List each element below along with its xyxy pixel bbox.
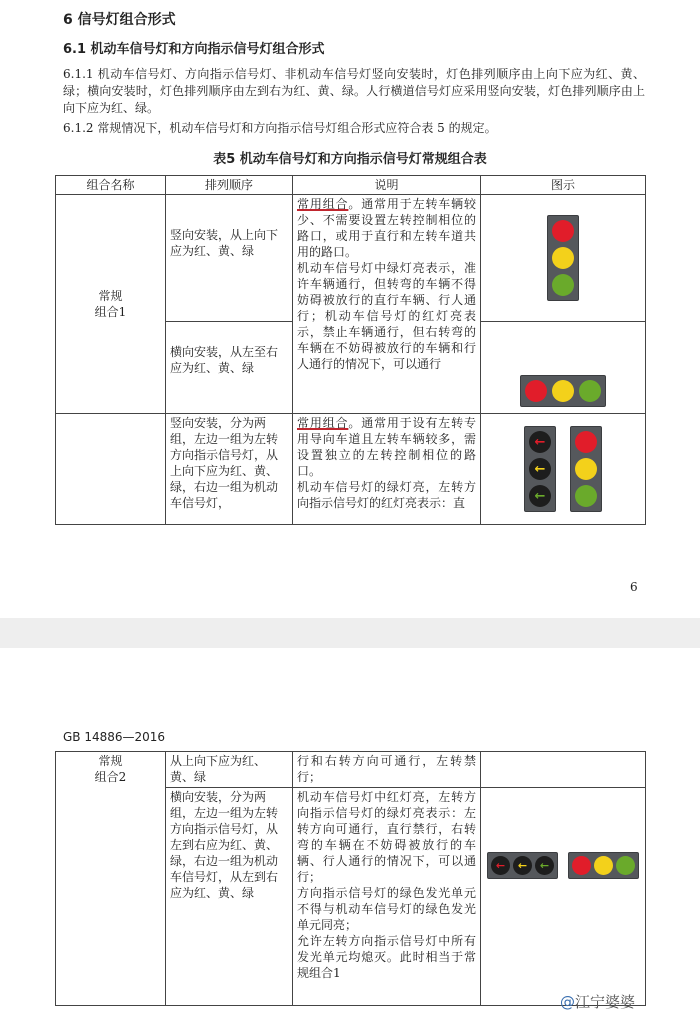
- watermark-text: 江宁婆婆: [575, 993, 636, 1011]
- yellow-lamp-icon: [552, 380, 574, 402]
- header-name: 组合名称: [56, 176, 166, 195]
- group2-name-line2: 组合2: [94, 770, 127, 784]
- group1-highlight: 常用组合: [297, 197, 349, 211]
- header-order: 排列顺序: [166, 176, 293, 195]
- red-lamp-icon: [575, 431, 597, 453]
- row1-pic-cont: [481, 752, 646, 788]
- green-lamp-icon: [579, 380, 601, 402]
- watermark-at: @: [560, 993, 575, 1011]
- table-header-row: [56, 176, 646, 195]
- row1-order-cont: 从上向下应为红、黄、绿: [166, 752, 293, 788]
- yellow-lamp-icon: [552, 247, 574, 269]
- subsection-heading: 6.1 机动车信号灯和方向指示信号灯组合形式: [63, 42, 325, 57]
- table-row: [56, 752, 646, 788]
- green-left-arrow-icon: ←: [529, 485, 551, 507]
- page-number: 6: [630, 580, 638, 594]
- horizontal-arrow-light: [487, 852, 558, 879]
- yellow-lamp-icon: [575, 458, 597, 480]
- row2-order-cont: 横向安装，分为两组，左边一组为左转方向指示信号灯，从左到右应为红、黄、绿，右边一组为机动车信号灯，从左到右应为红、黄、绿: [166, 788, 293, 1006]
- clause-6-1-1: 6.1.1 机动车信号灯、方向指示信号灯、非机动车信号灯竖向安装时，灯色排列顺序由上向下应为红、黄、绿；横向安装时，灯色排列顺序由左到右为红、黄、绿。人行横道信号灯应采用竖向安装，灯色排列顺序由上向下应为红、绿。: [63, 67, 645, 115]
- yellow-left-arrow-icon: ←: [513, 856, 532, 875]
- two-group-horizontal-illustration: [481, 788, 646, 1006]
- table-row: [56, 414, 646, 525]
- horizontal-traffic-light: [520, 375, 606, 407]
- green-left-arrow-icon: ←: [535, 856, 554, 875]
- group2-name-line1: 常规: [98, 754, 123, 768]
- page-separator: [0, 618, 700, 648]
- horizontal-light-illustration: [481, 322, 646, 414]
- vehicle-traffic-light: [570, 426, 602, 512]
- red-left-arrow-icon: ←: [491, 856, 510, 875]
- red-lamp-icon: [572, 856, 591, 875]
- group1-description: [293, 195, 481, 414]
- watermark: [560, 991, 635, 1012]
- horizontal-vehicle-light: [568, 852, 639, 879]
- vertical-traffic-light: [547, 215, 579, 301]
- combination-table: [55, 175, 646, 525]
- group2-highlight: 常用组合: [297, 416, 349, 430]
- group1-name-line2: 组合1: [94, 305, 127, 319]
- combination-table-continued: [55, 751, 646, 1006]
- standard-code: GB 14886—2016: [63, 730, 166, 744]
- row3-order: 竖向安装，分为两组，左边一组为左转方向指示信号灯，从上向下应为红、黄、绿，右边一组为机动车信号灯，: [166, 414, 293, 525]
- red-left-arrow-icon: ←: [529, 431, 551, 453]
- section-heading: 6 信号灯组合形式: [63, 12, 176, 28]
- group2-name: [56, 752, 166, 1006]
- document-page-2: [0, 648, 700, 1017]
- green-lamp-icon: [552, 274, 574, 296]
- group1-desc-rest: 。通常用于左转车辆较少、不需要设置左转控制相位的路口，或用于直行和左转车道共用的路口。: [297, 197, 476, 259]
- left-turn-arrow-light: [524, 426, 556, 512]
- group1-name-line1: 常规: [98, 289, 123, 303]
- group2-description: [293, 414, 481, 525]
- vertical-light-illustration: [481, 195, 646, 322]
- red-lamp-icon: [525, 380, 547, 402]
- group1-name: [56, 195, 166, 414]
- table-row: [56, 195, 646, 322]
- table-caption: 表5 机动车信号灯和方向指示信号灯常规组合表: [213, 152, 487, 167]
- row2-order: 横向安装，从左至右应为红、黄、绿: [166, 322, 293, 414]
- green-lamp-icon: [575, 485, 597, 507]
- row2-desc-3: 允许左转方向指示信号灯中所有发光单元均熄灭。此时相当于常规组合1: [297, 934, 476, 980]
- row2-desc-1: 机动车信号灯中红灯亮，左转方向指示信号灯的绿灯亮表示：左转方向可通行，直行禁行，右转弯的车辆在不妨碍被放行的车辆、行人通行的情况下，可以通行；: [297, 790, 476, 884]
- row1-order: 竖向安装，从上向下应为红、黄、绿: [166, 195, 293, 322]
- yellow-left-arrow-icon: ←: [529, 458, 551, 480]
- header-description: 说明: [293, 176, 481, 195]
- red-lamp-icon: [552, 220, 574, 242]
- group2-desc-detail: 机动车信号灯的绿灯亮，左转方向指示信号灯的红灯亮表示：直: [297, 480, 476, 510]
- clause-6-1-2: 6.1.2 常规情况下，机动车信号灯和方向指示信号灯组合形式应符合表 5 的规定。: [63, 121, 497, 135]
- group2-desc-rest: 。通常用于设有左转专用导向车道且左转车辆较多，需设置独立的左转控制相位的路口。: [297, 416, 476, 478]
- row1-desc-cont: 行和右转方向可通行，左转禁行；: [293, 752, 481, 788]
- row2-description: [293, 788, 481, 1006]
- green-lamp-icon: [616, 856, 635, 875]
- group1-desc-detail: 机动车信号灯中绿灯亮表示，准许车辆通行，但转弯的车辆不得妨碍被放行的直行车辆、行人通行；机动车信号灯的红灯亮表示，禁止车辆通行，但右转弯的车辆在不妨碍被放行的车辆和行人通行的情况下，可以通行: [297, 261, 476, 371]
- group2-name-cell: [56, 414, 166, 525]
- two-group-vertical-illustration: [481, 414, 646, 525]
- row2-desc-2: 方向指示信号灯的绿色发光单元不得与机动车信号灯的绿色发光单元同亮；: [297, 886, 476, 932]
- yellow-lamp-icon: [594, 856, 613, 875]
- header-illustration: 图示: [481, 176, 646, 195]
